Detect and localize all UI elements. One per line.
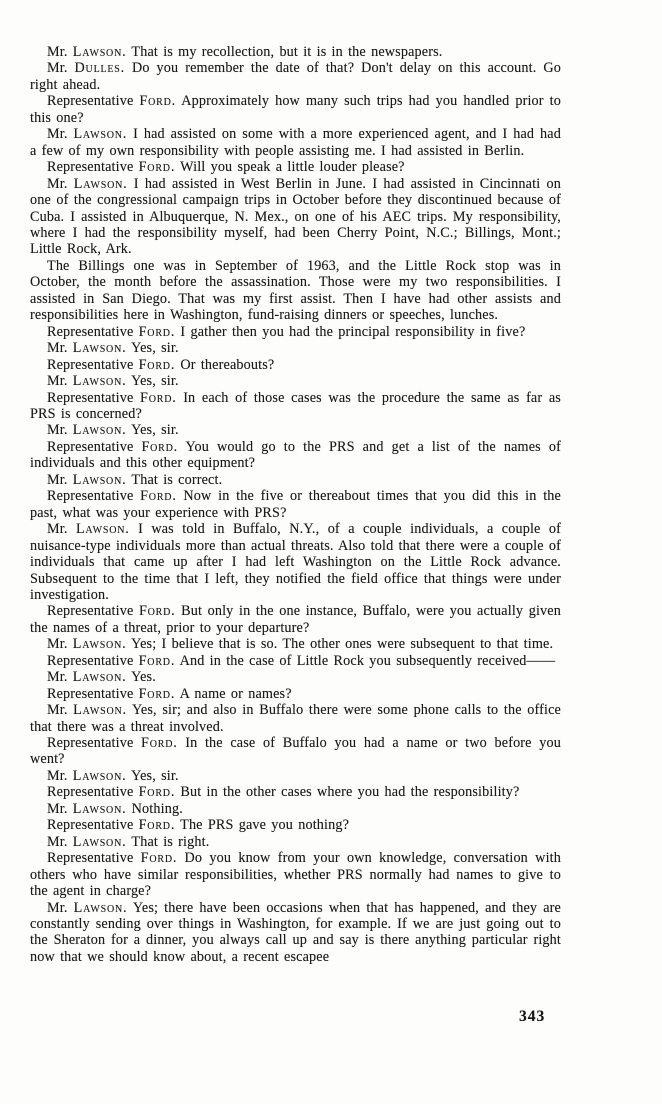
speaker-prefix: Mr.: [47, 800, 68, 817]
transcript-paragraph: [30, 357, 561, 373]
paragraph-text: Yes, sir.: [131, 422, 179, 439]
speaker-prefix: Mr.: [47, 636, 68, 653]
speaker-prefix: Mr.: [47, 373, 68, 390]
transcript-paragraph: [30, 636, 561, 652]
paragraph-text: But in the other cases where you had the responsibility?: [180, 784, 520, 801]
transcript-paragraph: [30, 176, 561, 258]
speaker-name: Ford.: [138, 652, 176, 669]
transcript-paragraph: [30, 900, 561, 966]
speaker-prefix: Mr.: [47, 175, 68, 192]
paragraph-text: You would go to the PRS and get a list of the names of individuals and this other equipment?: [30, 438, 561, 472]
transcript-paragraph: [30, 702, 561, 735]
paragraph-text: Yes, sir.: [131, 767, 179, 784]
speaker-name: Lawson.: [73, 702, 127, 719]
speaker-prefix: Mr.: [47, 767, 68, 784]
paragraph-text: Do you remember the date of that? Don't delay on this account. Go right ahead.: [30, 60, 562, 93]
transcript-paragraph: [30, 653, 561, 669]
paragraph-text: The PRS gave you nothing?: [180, 817, 350, 834]
transcript-paragraph: [30, 850, 561, 899]
speaker-name: Lawson.: [72, 44, 127, 60]
paragraph-text: I had assisted in West Berlin in June. I had assisted in Cincinnati on one of the congressional campaign trips in October before they discontinued because of Cuba. I assisted in Albuquerque, N. Mex., on one of his AEC trips. My responsibility, where I had the responsibility myself, had been Cherry Point, N.C.; Billings, Mont.; Little Rock, Ark.: [30, 175, 562, 258]
paragraph-text: That is correct.: [131, 471, 223, 488]
transcript-paragraph: [30, 439, 561, 472]
speaker-name: Lawson.: [73, 899, 128, 916]
paragraph-text: Yes, sir.: [131, 373, 179, 390]
speaker-name: Dulles.: [74, 60, 126, 77]
speaker-name: Ford.: [138, 784, 176, 801]
speaker-name: Lawson.: [72, 669, 127, 686]
speaker-name: Lawson.: [72, 373, 127, 390]
paragraph-text: Will you speak a little louder please?: [180, 159, 405, 176]
paragraph-text: Do you know from your own knowledge, conversation with others who have similar responsibilities, whether PRS normally had names to give to the agent in charge?: [30, 850, 561, 900]
speaker-name: Ford.: [138, 159, 176, 176]
speaker-prefix: Representative: [47, 603, 134, 620]
speaker-name: Lawson.: [72, 340, 127, 357]
speaker-name: Ford.: [141, 438, 178, 455]
transcript-paragraph: [30, 735, 561, 768]
speaker-name: Ford.: [138, 603, 176, 620]
paragraph-text: In each of those cases was the procedure the same as far as PRS is concerned?: [30, 389, 561, 422]
paragraph-text: The Billings one was in September of 1963, and the Little Rock stop was in October, the month before the assassination. Those were my two responsibilities. I assisted in San Diego. That was my first assist. Then I have had other assists and responsibilities here in Washington, fund-raising dinners or speeches, lunches.: [30, 257, 561, 324]
speaker-name: Lawson.: [72, 422, 127, 439]
paragraph-text: Now in the five or thereabout times that you did this in the past, what was your experience with PRS?: [30, 488, 561, 521]
speaker-prefix: Representative: [47, 438, 134, 455]
paragraph-text: Yes; I believe that is so. The other ones were subsequent to that time.: [131, 636, 554, 653]
speaker-prefix: Representative: [47, 159, 134, 176]
paragraph-text: In the case of Buffalo you had a name or two before you went?: [30, 735, 561, 768]
page-number: 343: [519, 1008, 546, 1025]
paragraph-text: Yes, sir; and also in Buffalo there were some phone calls to the office that there was a threat involved.: [30, 702, 561, 735]
paragraph-text: Or thereabouts?: [180, 356, 275, 373]
transcript-paragraph: [30, 817, 561, 833]
speaker-prefix: Mr.: [47, 44, 68, 60]
speaker-name: Ford.: [140, 389, 177, 406]
transcript-paragraph: [30, 324, 561, 340]
transcript-paragraph: [30, 834, 561, 850]
transcript-paragraph: [30, 126, 561, 159]
paragraph-text: Yes.: [131, 669, 156, 686]
speaker-prefix: Mr.: [47, 340, 68, 357]
speaker-name: Lawson.: [72, 767, 127, 784]
paragraph-text: A name or names?: [179, 685, 292, 702]
transcript-paragraph: [30, 44, 561, 60]
speaker-prefix: Representative: [47, 356, 134, 373]
speaker-name: Lawson.: [72, 636, 127, 653]
speaker-prefix: Mr.: [47, 702, 68, 719]
paragraph-text: I was told in Buffalo, N.Y., of a couple individuals, a couple of nuisance-type individuals more than actual threats. Also told that there were a couple of individuals that came up after I had left Washington on the Little Rock advance. Subsequent to the time that I left, they notified the field office that things were under investigation.: [30, 521, 562, 603]
speaker-name: Ford.: [138, 685, 176, 702]
speaker-name: Lawson.: [72, 800, 127, 817]
transcript-paragraph: [30, 93, 561, 126]
paragraph-text: Approximately how many such trips had you handled prior to this one?: [30, 93, 561, 126]
speaker-name: Lawson.: [75, 521, 130, 538]
transcript-paragraph: [30, 768, 561, 784]
speaker-name: Ford.: [140, 488, 177, 505]
paragraph-text: But only in the one instance, Buffalo, were you actually given the names of a threat, prior to your departure?: [30, 603, 561, 636]
speaker-prefix: Representative: [47, 685, 134, 702]
speaker-prefix: Mr.: [47, 521, 68, 538]
speaker-prefix: Representative: [47, 323, 134, 340]
speaker-name: Ford.: [140, 850, 178, 867]
paragraph-text: Nothing.: [131, 800, 183, 817]
paragraph-text: That is my recollection, but it is in the newspapers.: [131, 44, 443, 60]
speaker-prefix: Representative: [47, 817, 134, 834]
speaker-name: Ford.: [141, 735, 178, 752]
paragraph-text: Yes; there have been occasions when that has happened, and they are constantly sending over things in Washington, for example. If we are just going out to the Sheraton for a dinner, you always call up and say is there anything particular right now that we should know about, a recent escapee: [30, 899, 561, 965]
transcript-paragraph: [30, 340, 561, 356]
speaker-prefix: Mr.: [47, 126, 68, 143]
transcript-paragraph: [30, 159, 561, 175]
speaker-name: Ford.: [138, 817, 176, 834]
speaker-prefix: Representative: [47, 784, 134, 801]
transcript-paragraph: [30, 472, 561, 488]
transcript-paragraph: [30, 521, 561, 603]
transcript-paragraph: [30, 60, 561, 93]
speaker-name: Lawson.: [72, 471, 127, 488]
transcript-paragraph: [30, 422, 561, 438]
speaker-prefix: Mr.: [47, 833, 68, 850]
transcript-paragraph: [30, 258, 561, 324]
speaker-prefix: Representative: [47, 389, 134, 406]
paragraph-text: I gather then you had the principal responsibility in five?: [180, 323, 526, 340]
paragraph-text: Yes, sir.: [131, 340, 179, 357]
transcript-paragraph: [30, 488, 561, 521]
speaker-name: Ford.: [139, 93, 176, 110]
speaker-prefix: Mr.: [47, 669, 68, 686]
speaker-prefix: Representative: [47, 850, 134, 867]
transcript-paragraph: [30, 686, 561, 702]
paragraph-text: And in the case of Little Rock you subsequently received——: [179, 652, 556, 669]
transcript-paragraph: [30, 603, 561, 636]
speaker-name: Lawson.: [73, 126, 128, 143]
speaker-prefix: Representative: [47, 488, 134, 505]
speaker-prefix: Mr.: [47, 422, 68, 439]
transcript-paragraph: [30, 373, 561, 389]
paragraph-text: That is right.: [131, 833, 210, 850]
transcript-paragraph: [30, 390, 561, 423]
speaker-prefix: Mr.: [47, 471, 68, 488]
speaker-prefix: Mr.: [47, 899, 68, 916]
speaker-prefix: Representative: [47, 735, 134, 752]
speaker-name: Ford.: [138, 323, 176, 340]
speaker-name: Lawson.: [73, 175, 128, 192]
speaker-prefix: Representative: [47, 652, 134, 669]
speaker-prefix: Representative: [47, 93, 134, 110]
speaker-name: Ford.: [138, 356, 176, 373]
transcript-body: [30, 44, 561, 965]
transcript-paragraph: [30, 784, 561, 800]
transcript-paragraph: [30, 801, 561, 817]
transcript-paragraph: [30, 669, 561, 685]
speaker-name: Lawson.: [72, 833, 127, 850]
speaker-prefix: Mr.: [47, 60, 68, 77]
paragraph-text: I had assisted on some with a more experienced agent, and I had had a few of my own responsibility with people assisting me. I had assisted in Berlin.: [30, 126, 561, 159]
